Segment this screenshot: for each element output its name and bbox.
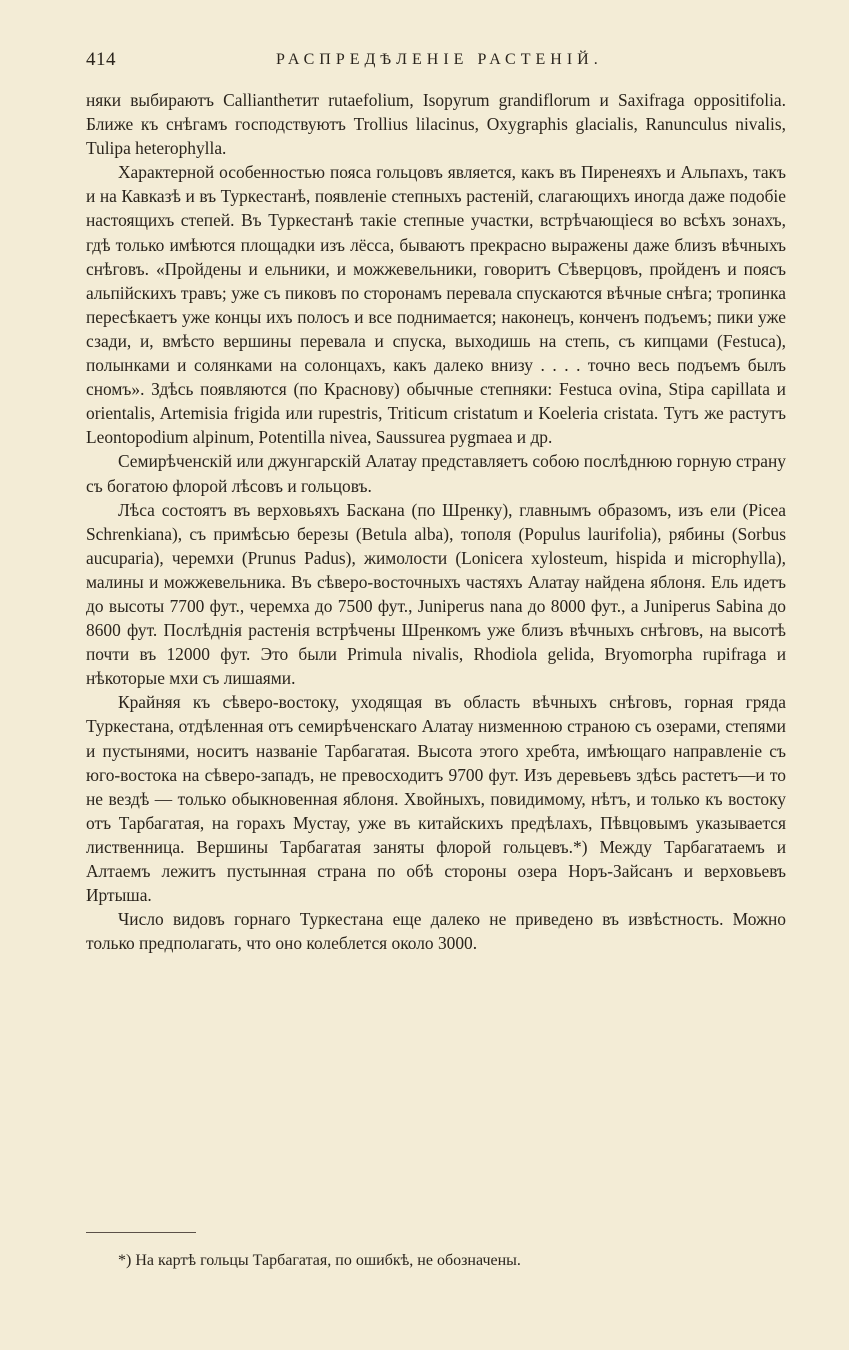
body-text <box>86 88 786 955</box>
page-header <box>86 49 786 73</box>
paragraph: Семирѣченскій или джунгарскій Алатау представляетъ собою послѣднюю горную страну съ богатою флорой лѣсовъ и гольцовъ. <box>86 451 786 496</box>
page-number: 414 <box>86 49 116 70</box>
running-title: РАСПРЕДѢЛЕНІЕ РАСТЕНІЙ. <box>276 51 603 68</box>
footnote-divider <box>86 1232 196 1233</box>
paragraph: Лѣса состоятъ въ верховьяхъ Баскана (по Шренку), главнымъ образомъ, изъ ели (Picea Schrenkiana), съ примѣсью березы (Betula alba), тополя (Populus laurifolia), рябины (Sorbus aucuparia), черемхи (Prunus Padus), жимолости (Lonicera xylosteum, hispida и microphylla), малины и можжевельника. Въ сѣверо-восточныхъ частяхъ Алатау найдена яблоня. Ель идетъ до высоты 7700 фут., черемха до 7500 фут., Juniperus nana до 8000 фут., а Juniperus Sabina до 8600 фут. Послѣднія растенія встрѣчены Шренкомъ уже близъ вѣчныхъ снѣговъ, на высотѣ почти въ 12000 фут. Это были Primula nivalis, Rhodiola gelida, Bryomorpha rupifraga и нѣкоторые мхи съ лишаями. <box>86 499 786 689</box>
paragraph: Характерной особенностью пояса гольцовъ является, какъ въ Пиренеяхъ и Альпахъ, такъ и на Кавказѣ и въ Туркестанѣ, появленіе степныхъ растеній, слагающихъ иногда даже подобіе настоящихъ степей. Въ Туркестанѣ такіе степные участки, встрѣчающіеся во всѣхъ зонахъ, гдѣ только имѣются площадки изъ лёсса, бываютъ прекрасно выражены даже близъ вѣчныхъ снѣговъ. «Пройдены и ельники, и можжевельники, говоритъ Сѣверцовъ, пройденъ и поясъ альпійскихъ травъ; уже съ пиковъ по сторонамъ перевала спускаются вѣчные снѣга; тропинка пересѣкаетъ уже концы ихъ полосъ и все поднимается; наконецъ, конченъ подъемъ; пики уже сзади, и, вмѣсто вершины перевала и спуска, выходишь на степь, съ кипцами (Festuca), полынками и солянками на солонцахъ, какъ далеко внизу . . . . точно весь подъемъ былъ сномъ». Здѣсь появляются (по Краснову) обычные степняки: Festuca ovina, Stipa capillata и orientalis, Artemisia frigida или rupestris, Triticum cristatum и Koeleria cristata. Тутъ же растутъ Leontopodium alpinum, Potentilla nivea, Saussurea pygmaea и др. <box>86 162 786 448</box>
paragraph: Крайняя къ сѣверо-востоку, уходящая въ область вѣчныхъ снѣговъ, горная гряда Туркестана, отдѣленная отъ семирѣченскаго Алатау низменною страною съ озерами, степями и пустынями, носитъ названіе Тарбагатая. Высота этого хребта, имѣющаго направленіе съ юго-востока на сѣверо-западъ, не превосходитъ 9700 фут. Изъ деревьевъ здѣсь растетъ—и то не вездѣ — только обыкновенная яблоня. Хвойныхъ, повидимому, нѣтъ, и только къ востоку отъ Тарбагатая, на горахъ Мустау, уже въ китайскихъ предѣлахъ, Пѣвцовымъ указывается лиственница. Вершины Тарбагатая заняты флорой гольцевъ.*) Между Тарбагатаемъ и Алтаемъ лежитъ пустынная страна по обѣ стороны озера Норъ-Зайсанъ и верховьевъ Иртыша. <box>86 692 786 906</box>
footnote: *) На картѣ гольцы Тарбагатая, по ошибкѣ, не обозначены. <box>118 1252 521 1269</box>
paragraph: Число видовъ горнаго Туркестана еще далеко не приведено въ извѣстность. Можно только предполагать, что оно колеблется около 3000. <box>86 909 786 954</box>
paragraph-continuation: няки выбираютъ Calliantheтит rutaefolium, Isopyrum grandiflorum и Saxifraga oppositifolia. Ближе къ снѣгамъ господствуютъ Trollius lilacinus, Oxygraphis glacialis, Ranunculus nivalis, Tulipa heterophylla. <box>86 90 786 159</box>
